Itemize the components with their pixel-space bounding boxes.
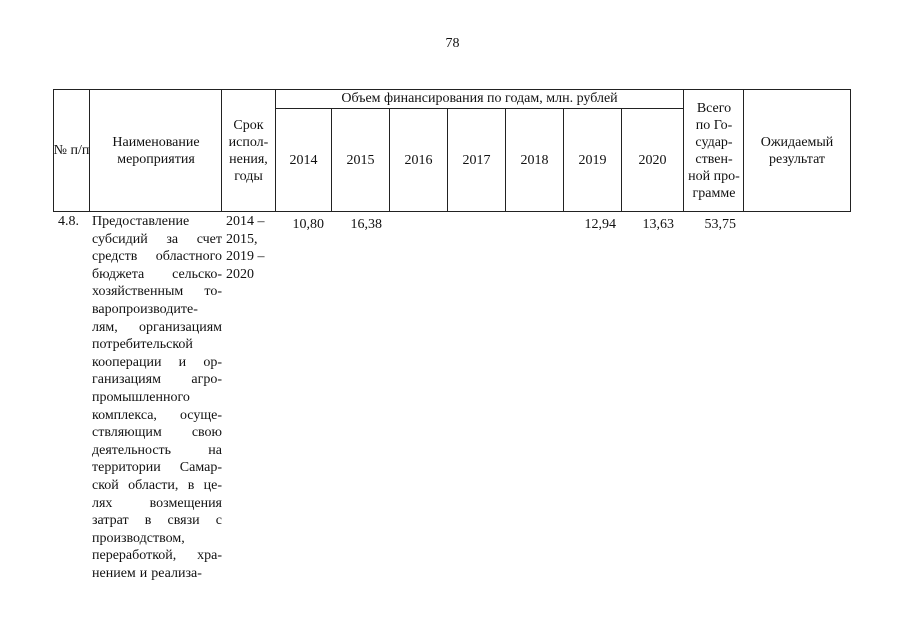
event-name-line: варопроизводите-: [92, 301, 198, 317]
header-year: 2016: [404, 152, 433, 168]
header-term: Срок испол-нения, годы: [228, 117, 269, 184]
event-name-line: субсидий за счет: [92, 231, 222, 247]
header-bottom-border: [53, 211, 850, 212]
event-name-line: Предоставление: [92, 214, 190, 229]
value-total: 53,75: [704, 217, 736, 232]
execution-term-line: 2019 –: [226, 249, 265, 265]
execution-term-line: 2020: [226, 266, 254, 282]
event-name: [92, 213, 222, 582]
event-name-line: ствляющим свою: [92, 425, 222, 441]
event-name-line: переработкой, хра-: [92, 548, 222, 564]
value-2014: 10,80: [292, 217, 324, 232]
header-year: 2020: [638, 152, 667, 168]
header-year: 2018: [520, 152, 549, 168]
event-name-line: деятельность на: [92, 442, 222, 458]
header-result: Ожидаемый результат: [760, 134, 834, 167]
event-name-line: потребительской: [92, 337, 193, 353]
event-name-line: лям, организациям: [92, 319, 222, 335]
header-name: Наименование мероприятия: [112, 134, 200, 167]
event-name-line: промышленного: [92, 389, 190, 405]
header-year: 2015: [346, 152, 375, 168]
execution-term-line: 2014 –: [226, 214, 265, 229]
event-name-line: комплекса, осуще-: [92, 407, 222, 423]
event-name-line: ганизациям агро-: [92, 372, 222, 388]
event-name-line: бюджета сельско-: [92, 266, 222, 282]
event-name-line: ской области, в це-: [92, 477, 222, 493]
col-border: [683, 89, 684, 212]
header-year: 2017: [462, 152, 491, 168]
event-name-line: производством,: [92, 530, 185, 546]
event-name-line: территории Самар-: [92, 460, 222, 476]
event-name-line: кооперации и ор-: [92, 354, 222, 370]
header-total: Всего по Го-судар-ствен-ной про-грамме: [688, 100, 740, 201]
execution-term-line: 2015,: [226, 231, 258, 247]
event-name-line: лях возмещения: [92, 495, 222, 511]
page-number: 78: [445, 36, 460, 51]
value-2019: 12,94: [584, 217, 616, 232]
value-2015: 16,38: [350, 217, 382, 232]
execution-term: [226, 213, 274, 283]
header-funding-group: Объем финансирования по годам, млн. рублей: [341, 91, 618, 106]
header-num: № п/п: [53, 143, 90, 158]
header-year: 2019: [578, 152, 607, 168]
event-name-line: средств областного: [92, 249, 222, 265]
col-border: [850, 89, 851, 212]
event-name-line: затрат в связи с: [92, 513, 222, 529]
event-name-line: нением и реализа-: [92, 565, 202, 581]
value-2020: 13,63: [642, 217, 674, 232]
event-name-line: хозяйственным то-: [92, 284, 222, 300]
row-number: 4.8.: [58, 214, 79, 229]
header-year: 2014: [289, 152, 318, 168]
